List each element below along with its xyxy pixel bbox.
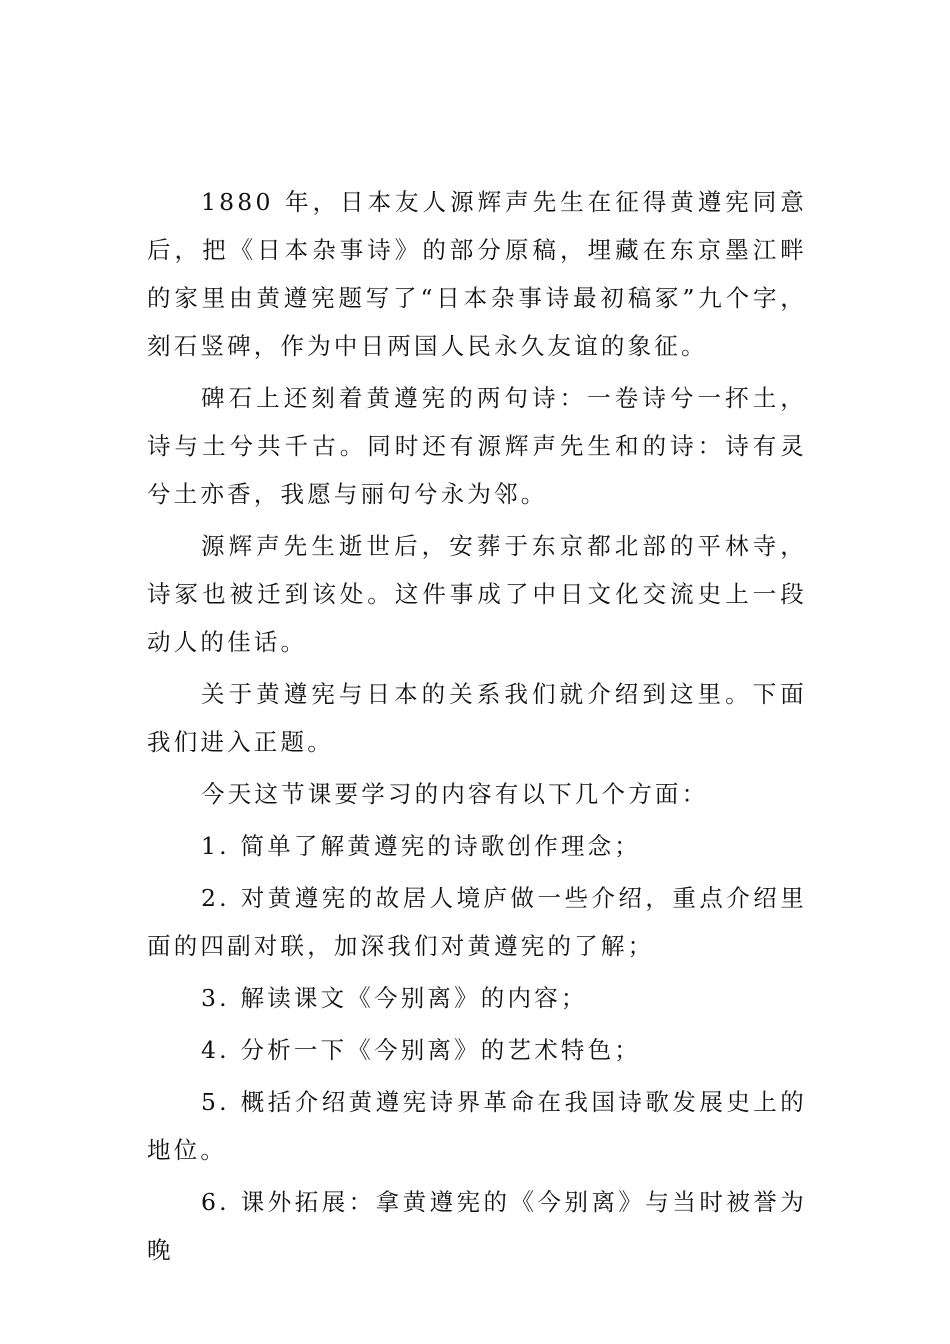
paragraph-stele-poems: 碑石上还刻着黄遵宪的两句诗：一卷诗兮一抔土，诗与土兮共千古。同时还有源辉声先生和的诗：诗有灵兮土亦香，我愿与丽句兮永为邻。 — [147, 384, 807, 508]
list-item-4: 4. 分析一下《今别离》的艺术特色； — [201, 1036, 641, 1064]
list-item-5: 5. 概括介绍黄遵宪诗界革命在我国诗歌发展史上的地位。 — [147, 1088, 807, 1164]
paragraph-poem-mound: 1880 年，日本友人源辉声先生在征得黄遵宪同意后，把《日本杂事诗》的部分原稿，埋藏在东京墨江畔的家里由黄遵宪题写了“日本杂事诗最初稿冢”九个字，刻石竖碑，作为中日两国人民永久友谊的象征。 — [147, 188, 807, 360]
list-item-3: 3. 解读课文《今别离》的内容； — [201, 984, 588, 1012]
paragraph-transition: 关于黄遵宪与日本的关系我们就介绍到这里。下面我们进入正题。 — [147, 680, 807, 756]
list-item-1: 1. 简单了解黄遵宪的诗歌创作理念； — [201, 832, 641, 860]
list-item-6: 6. 课外拓展：拿黄遵宪的《今别离》与当时被誉为晚 — [147, 1188, 807, 1264]
paragraph-lesson-intro: 今天这节课要学习的内容有以下几个方面： — [201, 780, 709, 808]
list-item-2: 2. 对黄遵宪的故居人境庐做一些介绍，重点介绍里面的四副对联，加深我们对黄遵宪的了解； — [147, 884, 807, 960]
paragraph-relocation: 源辉声先生逝世后，安葬于东京都北部的平林寺，诗冢也被迁到该处。这件事成了中日文化交流史上一段动人的佳话。 — [147, 532, 807, 656]
document-body — [147, 178, 807, 1274]
